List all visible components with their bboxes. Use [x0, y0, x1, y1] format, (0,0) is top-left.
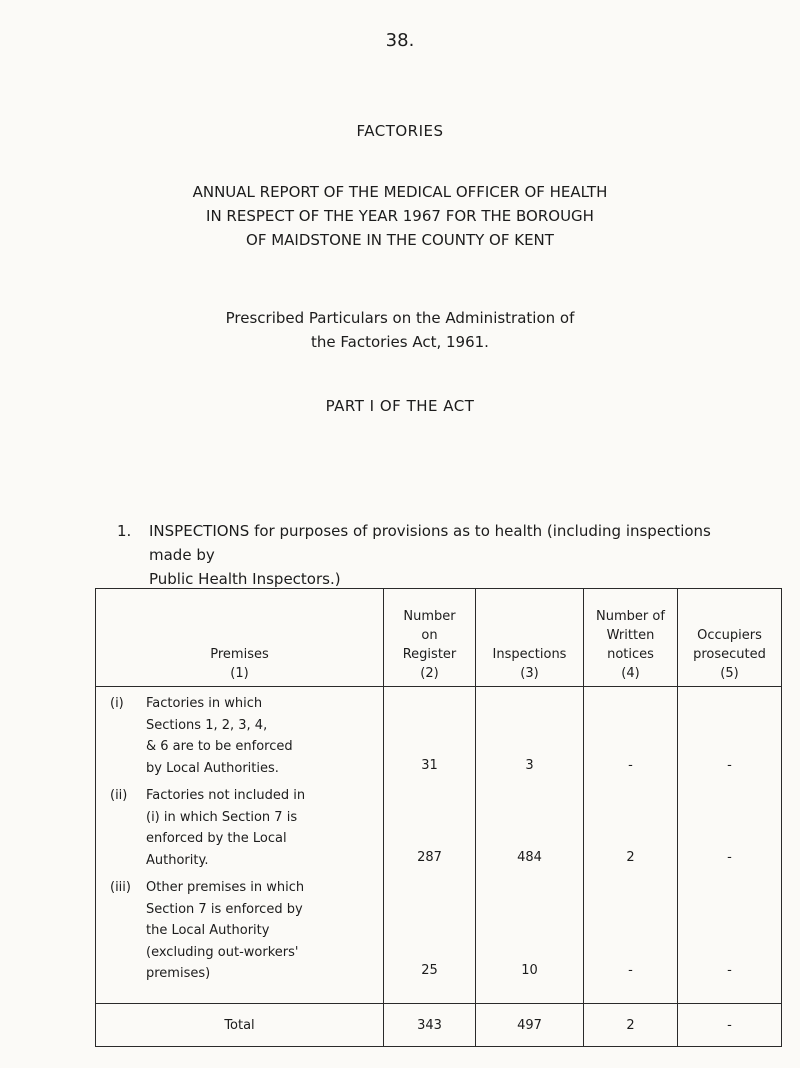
- row-label-line: Factories not included in: [146, 788, 306, 803]
- prosecuted-column: [678, 687, 782, 1004]
- total-row: [96, 1004, 782, 1047]
- total-prosecuted: -: [678, 1004, 782, 1047]
- row-label-line: Factories in which: [146, 696, 263, 711]
- section-line-1: INSPECTIONS for purposes of provisions as to health (including inspections made by: [149, 522, 711, 564]
- prosecuted-value: -: [727, 850, 732, 865]
- row-label-line: by Local Authorities.: [146, 760, 279, 776]
- total-register: 343: [384, 1004, 476, 1047]
- header-line: (1): [230, 666, 249, 681]
- inspections-value: 10: [521, 963, 538, 978]
- prescribed-particulars: [0, 306, 800, 354]
- header-line: (4): [621, 666, 640, 681]
- row-label-line: Sections 1, 2, 3, 4,: [146, 717, 268, 733]
- part-title: PART I OF THE ACT: [325, 397, 475, 415]
- row-label-line: premises): [146, 966, 211, 981]
- inspections-column: [476, 687, 584, 1004]
- row-label-line: (i) in which Section 7 is: [146, 809, 298, 825]
- prosecuted-value: -: [727, 963, 732, 978]
- report-title-line-1: ANNUAL REPORT OF THE MEDICAL OFFICER OF HEALTH: [192, 183, 608, 201]
- row-label-line: (excluding out-workers': [146, 944, 299, 960]
- section-line-2: Public Health Inspectors.): [149, 570, 341, 588]
- header-line: prosecuted: [693, 647, 766, 662]
- header-prosecuted: [678, 589, 782, 687]
- table-body-row: [96, 687, 782, 1004]
- header-line: (2): [420, 666, 439, 681]
- notices-column: [584, 687, 678, 1004]
- header-inspections: [476, 589, 584, 687]
- total-notices: 2: [584, 1004, 678, 1047]
- register-value: 31: [421, 758, 438, 773]
- inspections-value: 3: [525, 758, 534, 773]
- row-number: (ii): [110, 788, 128, 803]
- row-label-line: Authority.: [146, 852, 209, 868]
- header-line: Premises: [210, 647, 269, 662]
- premises-column: [96, 687, 384, 1004]
- inspections-table: [95, 588, 782, 1047]
- notices-value: -: [628, 758, 633, 773]
- header-line: Occupiers: [697, 628, 762, 643]
- prosecuted-value: -: [727, 758, 732, 773]
- prescribed-line-2: the Factories Act, 1961.: [311, 333, 489, 351]
- report-title: [0, 180, 800, 252]
- register-value: 25: [421, 963, 438, 978]
- register-column: [384, 687, 476, 1004]
- header-line: Number: [403, 609, 456, 624]
- header-line: Number of: [596, 609, 665, 624]
- row-label-line: & 6 are to be enforced: [146, 739, 293, 754]
- header-line: notices: [607, 647, 654, 662]
- register-value: 287: [417, 850, 442, 865]
- header-line: on: [421, 628, 438, 643]
- header-line: (3): [520, 666, 539, 681]
- page-heading: FACTORIES: [356, 122, 444, 140]
- prescribed-line-1: Prescribed Particulars on the Administration of: [225, 309, 575, 327]
- report-title-line-2: IN RESPECT OF THE YEAR 1967 FOR THE BOROUGH: [206, 207, 594, 225]
- row-label-line: the Local Authority: [146, 923, 270, 938]
- notices-value: 2: [626, 850, 635, 865]
- header-register: [384, 589, 476, 687]
- header-notices: [584, 589, 678, 687]
- row-label-line: Section 7 is enforced by: [146, 901, 303, 917]
- header-line: Written: [606, 628, 655, 643]
- header-line: Register: [402, 647, 457, 662]
- total-inspections: 497: [476, 1004, 584, 1047]
- inspections-value: 484: [517, 850, 542, 865]
- header-line: Inspections: [492, 647, 567, 662]
- header-premises: [96, 589, 384, 687]
- row-label-line: enforced by the Local: [146, 831, 287, 846]
- row-number: (iii): [110, 880, 131, 895]
- row-label-line: Other premises in which: [146, 880, 305, 895]
- report-title-line-3: OF MAIDSTONE IN THE COUNTY OF KENT: [246, 231, 554, 249]
- total-label: Total: [96, 1004, 384, 1047]
- row-number: (i): [110, 696, 124, 711]
- page-number: 38.: [385, 30, 415, 51]
- section-title: [117, 519, 717, 591]
- notices-value: -: [628, 963, 633, 978]
- header-line: (5): [720, 666, 739, 681]
- table-header-row: [96, 589, 782, 687]
- section-number: 1.: [117, 522, 132, 540]
